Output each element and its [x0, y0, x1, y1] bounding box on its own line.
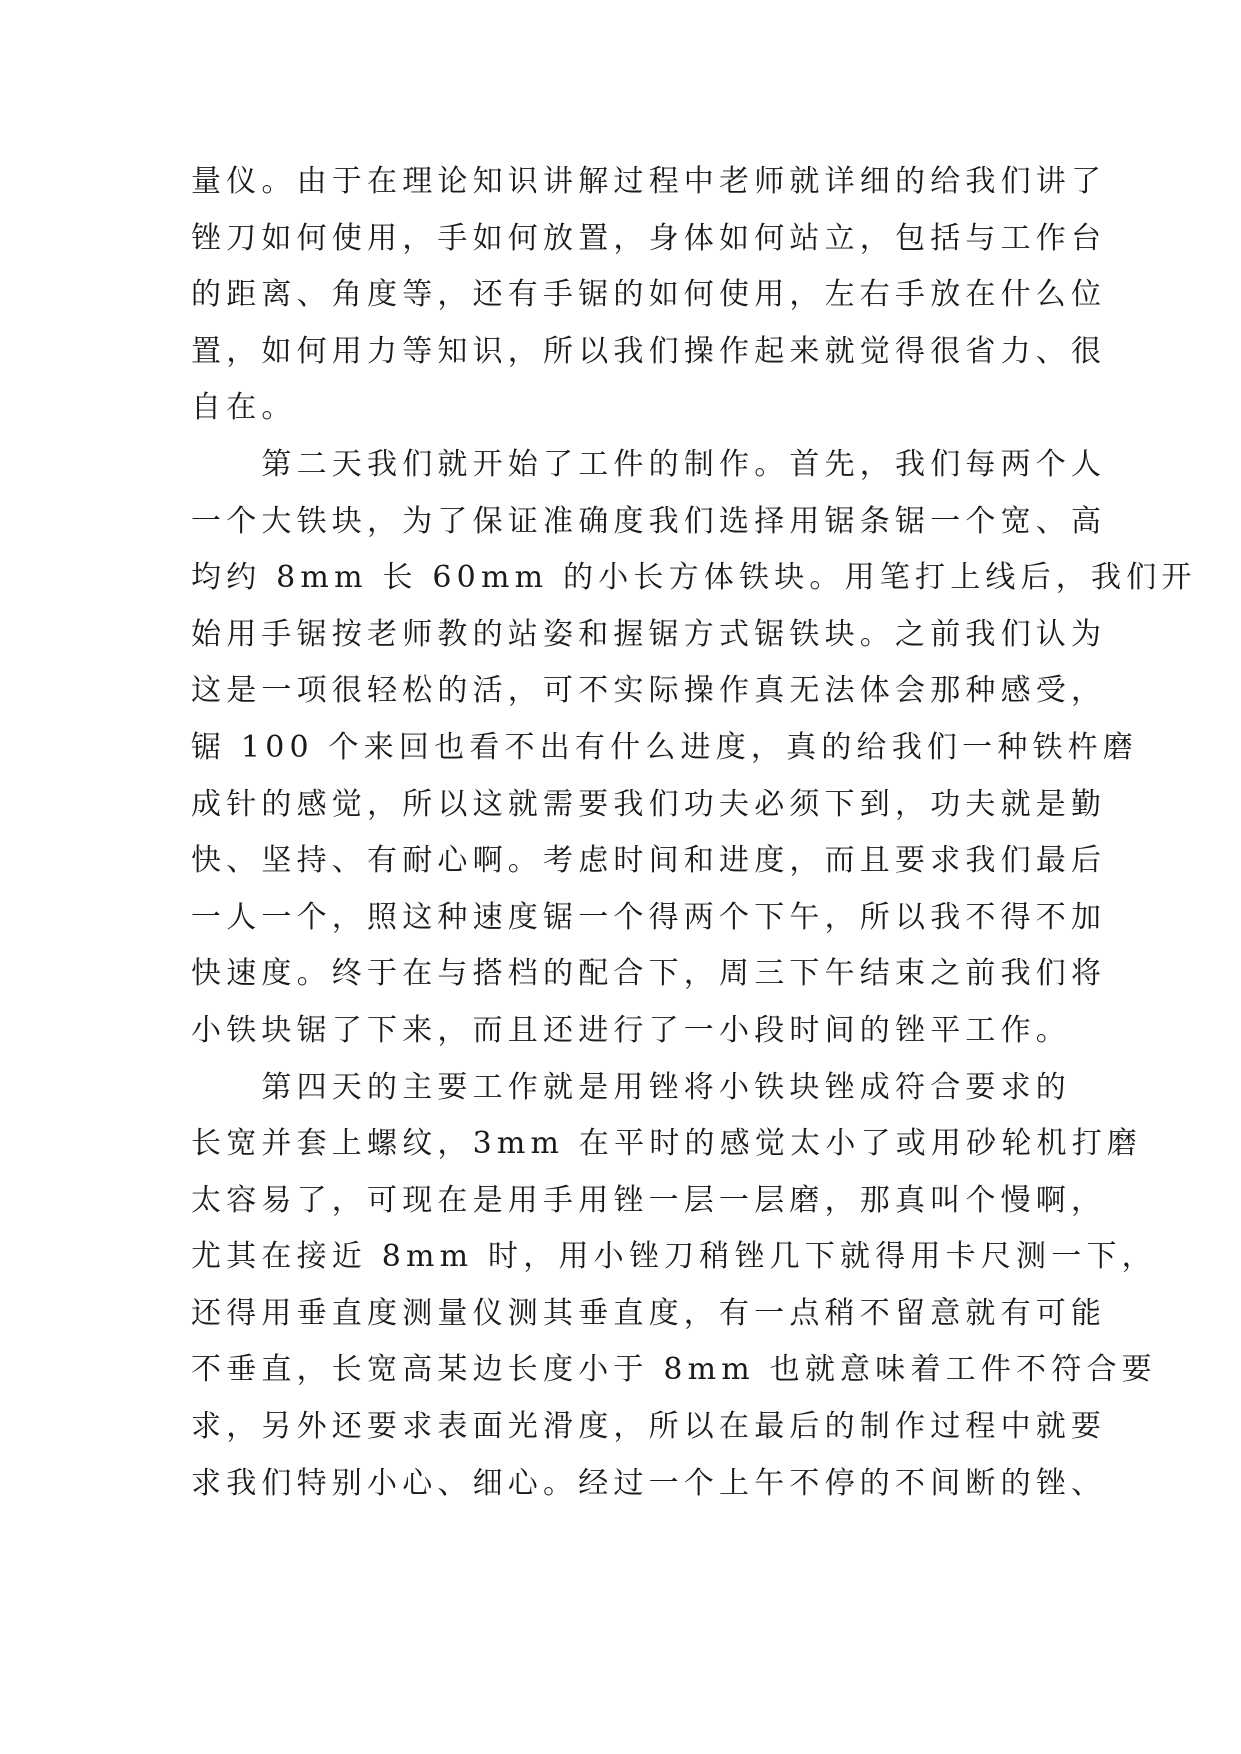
text-line: 一人一个，照这种速度锯一个得两个下午，所以我不得不加: [191, 899, 1107, 935]
text-line: 始用手锯按老师教的站姿和握锯方式锯铁块。之前我们认为: [191, 616, 1107, 652]
text-line: 不垂直，长宽高某边长度小于 8mm 也就意味着工件不符合要: [191, 1352, 1157, 1388]
text-line: 置，如何用力等知识，所以我们操作起来就觉得很省力、很: [191, 333, 1107, 369]
text-line: 小铁块锯了下来，而且还进行了一小段时间的锉平工作。: [191, 1012, 1071, 1048]
text-line: 均约 8mm 长 60mm 的小长方体铁块。用笔打上线后，我们开: [191, 560, 1197, 596]
text-line: 快速度。终于在与搭档的配合下，周三下午结束之前我们将: [191, 956, 1107, 992]
text-line: 的距离、角度等，还有手锯的如何使用，左右手放在什么位: [191, 277, 1107, 313]
text-line: 还得用垂直度测量仪测其垂直度，有一点稍不留意就有可能: [191, 1295, 1107, 1331]
text-line: 一个大铁块，为了保证准确度我们选择用锯条锯一个宽、高: [191, 503, 1107, 539]
body-text: [191, 154, 1197, 1512]
text-line: 快、坚持、有耐心啊。考虑时间和进度，而且要求我们最后: [191, 843, 1107, 879]
text-line: 长宽并套上螺纹，3mm 在平时的感觉太小了或用砂轮机打磨: [191, 1126, 1143, 1162]
text-line: 求我们特别小心、细心。经过一个上午不停的不间断的锉、: [191, 1465, 1107, 1501]
text-line: 自在。: [191, 390, 297, 426]
text-line: 第二天我们就开始了工件的制作。首先，我们每两个人: [191, 446, 1107, 482]
text-line: 锉刀如何使用，手如何放置，身体如何站立，包括与工作台: [191, 220, 1107, 256]
text-line: 第四天的主要工作就是用锉将小铁块锉成符合要求的: [191, 1069, 1071, 1105]
text-line: 太容易了，可现在是用手用锉一层一层磨，那真叫个慢啊，: [191, 1182, 1107, 1218]
text-line: 量仪。由于在理论知识讲解过程中老师就详细的给我们讲了: [191, 164, 1107, 199]
text-line: 锯 100 个来回也看不出有什么进度，真的给我们一种铁杵磨: [191, 729, 1139, 765]
text-line: 尤其在接近 8mm 时，用小锉刀稍锉几下就得用卡尺测一下，: [191, 1239, 1157, 1275]
text-line: 这是一项很轻松的活，可不实际操作真无法体会那种感受，: [191, 673, 1107, 709]
text-line: 求，另外还要求表面光滑度，所以在最后的制作过程中就要: [191, 1409, 1107, 1445]
text-line: 成针的感觉，所以这就需要我们功夫必须下到，功夫就是勤: [191, 786, 1107, 822]
